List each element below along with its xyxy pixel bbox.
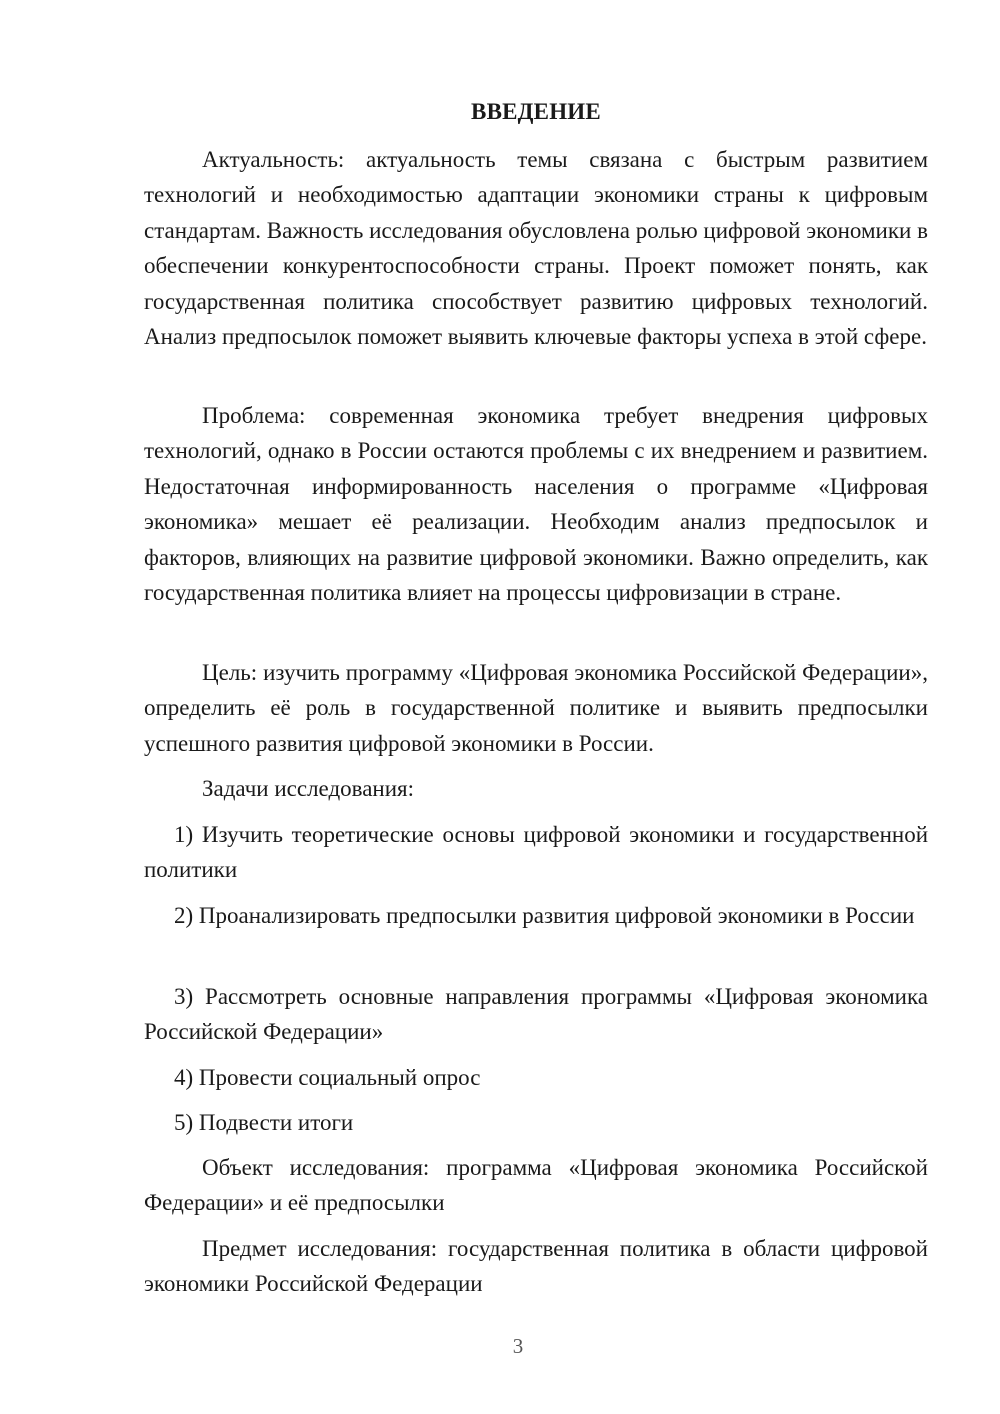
task-item-1: 1) Изучить теоретические основы цифровой экономики и государственной политики <box>144 822 928 883</box>
task-item-4: 4) Провести социальный опрос <box>174 1065 481 1090</box>
page-title: ВВЕДЕНИЕ <box>471 99 601 124</box>
subject-paragraph: Предмет исследования: государственная политика в области цифровой экономики Российской Федерации <box>144 1236 928 1297</box>
problem-paragraph: Проблема: современная экономика требует внедрения цифровых технологий, однако в России остаются проблемы с их внедрением и развитием. Недостаточная информированность населения о программе «Цифровая экономика» мешает её реализации. Необходим анализ предпосылок и факторов, влияющих на развитие цифровой экономики. Важно определить, как государственная политика влияет на процессы цифровизации в стране. <box>144 403 928 606</box>
task-item-3: 3) Рассмотреть основные направления программы «Цифровая экономика Российской Федерации» <box>144 984 928 1045</box>
object-paragraph: Объект исследования: программа «Цифровая экономика Российской Федерации» и её предпосылки <box>144 1155 928 1216</box>
goal-paragraph: Цель: изучить программу «Цифровая экономика Российской Федерации», определить её роль в государственной политике и выявить предпосылки успешного развития цифровой экономики в России. <box>144 660 928 756</box>
task-item-2: 2) Проанализировать предпосылки развития цифровой экономики в России <box>174 903 915 928</box>
page-number: 3 <box>512 1334 524 1358</box>
task-item-5: 5) Подвести итоги <box>174 1110 354 1135</box>
tasks-heading: Задачи исследования: <box>202 776 415 801</box>
relevance-paragraph: Актуальность: актуальность темы связана с быстрым развитием технологий и необходимостью адаптации экономики страны к цифровым стандартам. Важность исследования обусловлена ролью цифровой экономики в обеспечении конкурентоспособности страны. Проект поможет понять, как государственная политика способствует развитию цифровых технологий. Анализ предпосылок поможет выявить ключевые факторы успеха в этой сфере. <box>144 147 928 350</box>
